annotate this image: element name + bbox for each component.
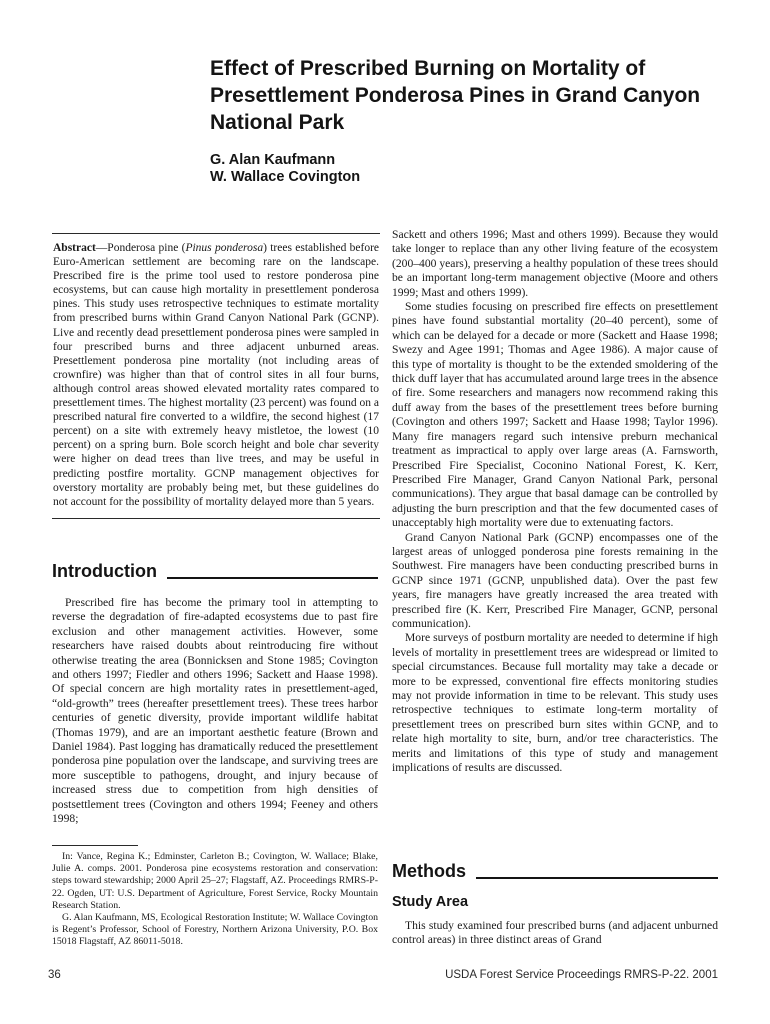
study-area-paragraph: This study examined four prescribed burns (and adjacent unburned control areas) in three distinct areas of Grand <box>392 919 718 947</box>
introduction-body <box>52 596 378 827</box>
abstract-lead: —Ponderosa pine ( <box>95 242 186 254</box>
introduction-heading-label: Introduction <box>52 561 157 581</box>
abstract-label: Abstract <box>53 242 96 254</box>
introduction-heading <box>52 560 378 582</box>
methods-heading <box>392 860 718 882</box>
paper-title: Effect of Prescribed Burning on Mortality of Presettlement Ponderosa Pines in Grand Canyon National Park <box>210 57 701 134</box>
study-area-body <box>392 919 718 948</box>
species-name-italic: Pinus ponderosa <box>185 242 264 254</box>
footnote-block <box>52 845 378 949</box>
abstract-text <box>53 241 379 509</box>
footnote-text <box>52 851 378 949</box>
study-area-subheading: Study Area <box>392 894 469 910</box>
author-block <box>210 152 715 185</box>
right-column-text <box>392 228 718 775</box>
abstract-section <box>52 233 380 519</box>
title-block <box>210 55 715 185</box>
abstract-body: ) trees established before Euro-American settlement are becoming rare on the landscape. Prescribed fire is the prime tool used to restore ponderosa pine ecosystems, but can cause high mortality in presettlement ponderosa pines. This study uses retrospective techniques to estimate mortality from prescribed burns within Grand Canyon National Park (GCNP). Live and recently dead presettlement ponderosa pines were sampled in four prescribed burns and three adjacent unburned areas. Presettlement ponderosa pine mortality (not including areas of crownfire) was higher than that of control sites in all four burns, although control areas showed elevated mortality rates compared to presettlement times. The highest mortality (23 percent) was found on a prescribed natural fire converted to a wildfire, the second highest (17 percent) on a site with extremely heavy mistletoe, the lowest (10 percent) on a spring burn. Bole scorch height and bole char severity were higher on dead trees than live trees, and may be useful in predicting postfire mortality. GCNP management objectives for overstory mortality are probably being met, but these guidelines do not account for the possibility of mortality delayed more than 5 years. <box>53 242 380 508</box>
page-number: 36 <box>48 969 61 981</box>
author-name: G. Alan Kaufmann <box>210 152 336 168</box>
body-paragraph: Grand Canyon National Park (GCNP) encompasses one of the largest areas of unlogged ponderosa pine forests remaining in the Southwest. Fire managers have been conducting prescribed burns in GCNP since 1971 (GCNP, unpublished data). Over the past few years, fire managers have greatly increased the area treated with prescribed fire (K. Kerr, Prescribed Fire Manager, GCNP, personal communication). <box>392 530 718 630</box>
introduction-paragraph: Prescribed fire has become the primary tool in attempting to reverse the degradation of fire-adapted ecosystems due to past fire exclusion and other management activities. However, some researchers have raised doubts about reintroducing fire without otherwise treating the area (Bonnicksen and Stone 1985; Covington and others 1997; Fiedler and others 1996; Sackett and Haase 1998). Of special concern are high mortality rates in presettlement-aged, “old-growth” trees (hereafter presettlement trees). These trees harbor centuries of genetic diversity, provide important wildlife habitat (Thomas 1979), and are an important aesthetic feature (Brown and Daniel 1984). Past logging has dramatically reduced the presettlement ponderosa pine population over the landscape, and surviving trees are more susceptible to pathogens, drought, and injury because of increased stress due to competition from high densities of postsettlement trees (Covington and others 1994; Feeney and others 1998; <box>52 596 378 826</box>
body-paragraph: More surveys of postburn mortality are needed to determine if high levels of mortality in presettlement trees are widespread or limited to special circumstances. Because full mortality may take a decade or more to be expressed, conventional fire effects monitoring studies may not provide information in time to be relevant. This study uses retrospective techniques to estimate long-term mortality of presettlement trees on prescribed burn sites within GCNP, and to relate high mortality to site, burn, and/or tree characteristics. The merits and limitations of this type of study and management implications of results are discussed. <box>392 631 718 775</box>
body-paragraph: Some studies focusing on prescribed fire effects on presettlement pines have found substantial mortality (20–40 percent), some of which can be delayed for a decade or more (Sackett and Haase 1998; Swezy and Agee 1991; Thomas and Agee 1986). A major cause of this type of mortality is thought to be the extended smoldering of the thick duff layer that has accumulated around large trees in the absence of fire. Some researchers and managers now recommend raking this duff away from the bases of the presettlement trees before burning (Covington and others 1997; Sackett and Haase 1998; Taylor 1996). Many fire managers regard such intensive preburn mechanical treatment as impractical to apply over large areas (A. Farnsworth, Prescribed Fire Specialist, Coconino National Forest, K. Kerr, Prescribed Fire Manager, Grand Canyon National Park, personal communications). They argue that basal damage can be controlled by adjusting the burn prescription and that the few documented cases of unacceptably high mortality were due to extenuating factors. <box>392 300 718 530</box>
author-name: W. Wallace Covington <box>210 168 361 185</box>
heading-rule <box>476 877 718 879</box>
footer-proceedings-text: USDA Forest Service Proceedings RMRS-P-22. 2001 <box>445 969 718 981</box>
footnote-affiliation: G. Alan Kaufmann, MS, Ecological Restoration Institute; W. Wallace Covington is Regent’s Professor, School of Forestry, Northern Arizona University, P.O. Box 15018 Flagstaff, AZ 86011-5018. <box>52 912 378 948</box>
body-paragraph: Sackett and others 1996; Mast and others 1999). Because they would take longer to replace than any other living feature of the ecosystem (200–400 years), preserving a healthy population of these trees should be an important long-term management objective (Moore and others 1999; Mast and others 1999). <box>392 228 718 299</box>
footnote-rule <box>52 845 138 846</box>
heading-rule <box>167 577 378 579</box>
methods-heading-label: Methods <box>392 861 466 881</box>
footnote-citation: In: Vance, Regina K.; Edminster, Carleton B.; Covington, W. Wallace; Blake, Julie A. comps. 2001. Ponderosa pine ecosystems restoration and conservation: steps toward stewardship; 2000 April 25–27; Flagstaff, AZ. Proceedings RMRS-P-22. Ogden, UT: U.S. Department of Agriculture, Forest Service, Rocky Mountain Research Station. <box>52 851 378 911</box>
